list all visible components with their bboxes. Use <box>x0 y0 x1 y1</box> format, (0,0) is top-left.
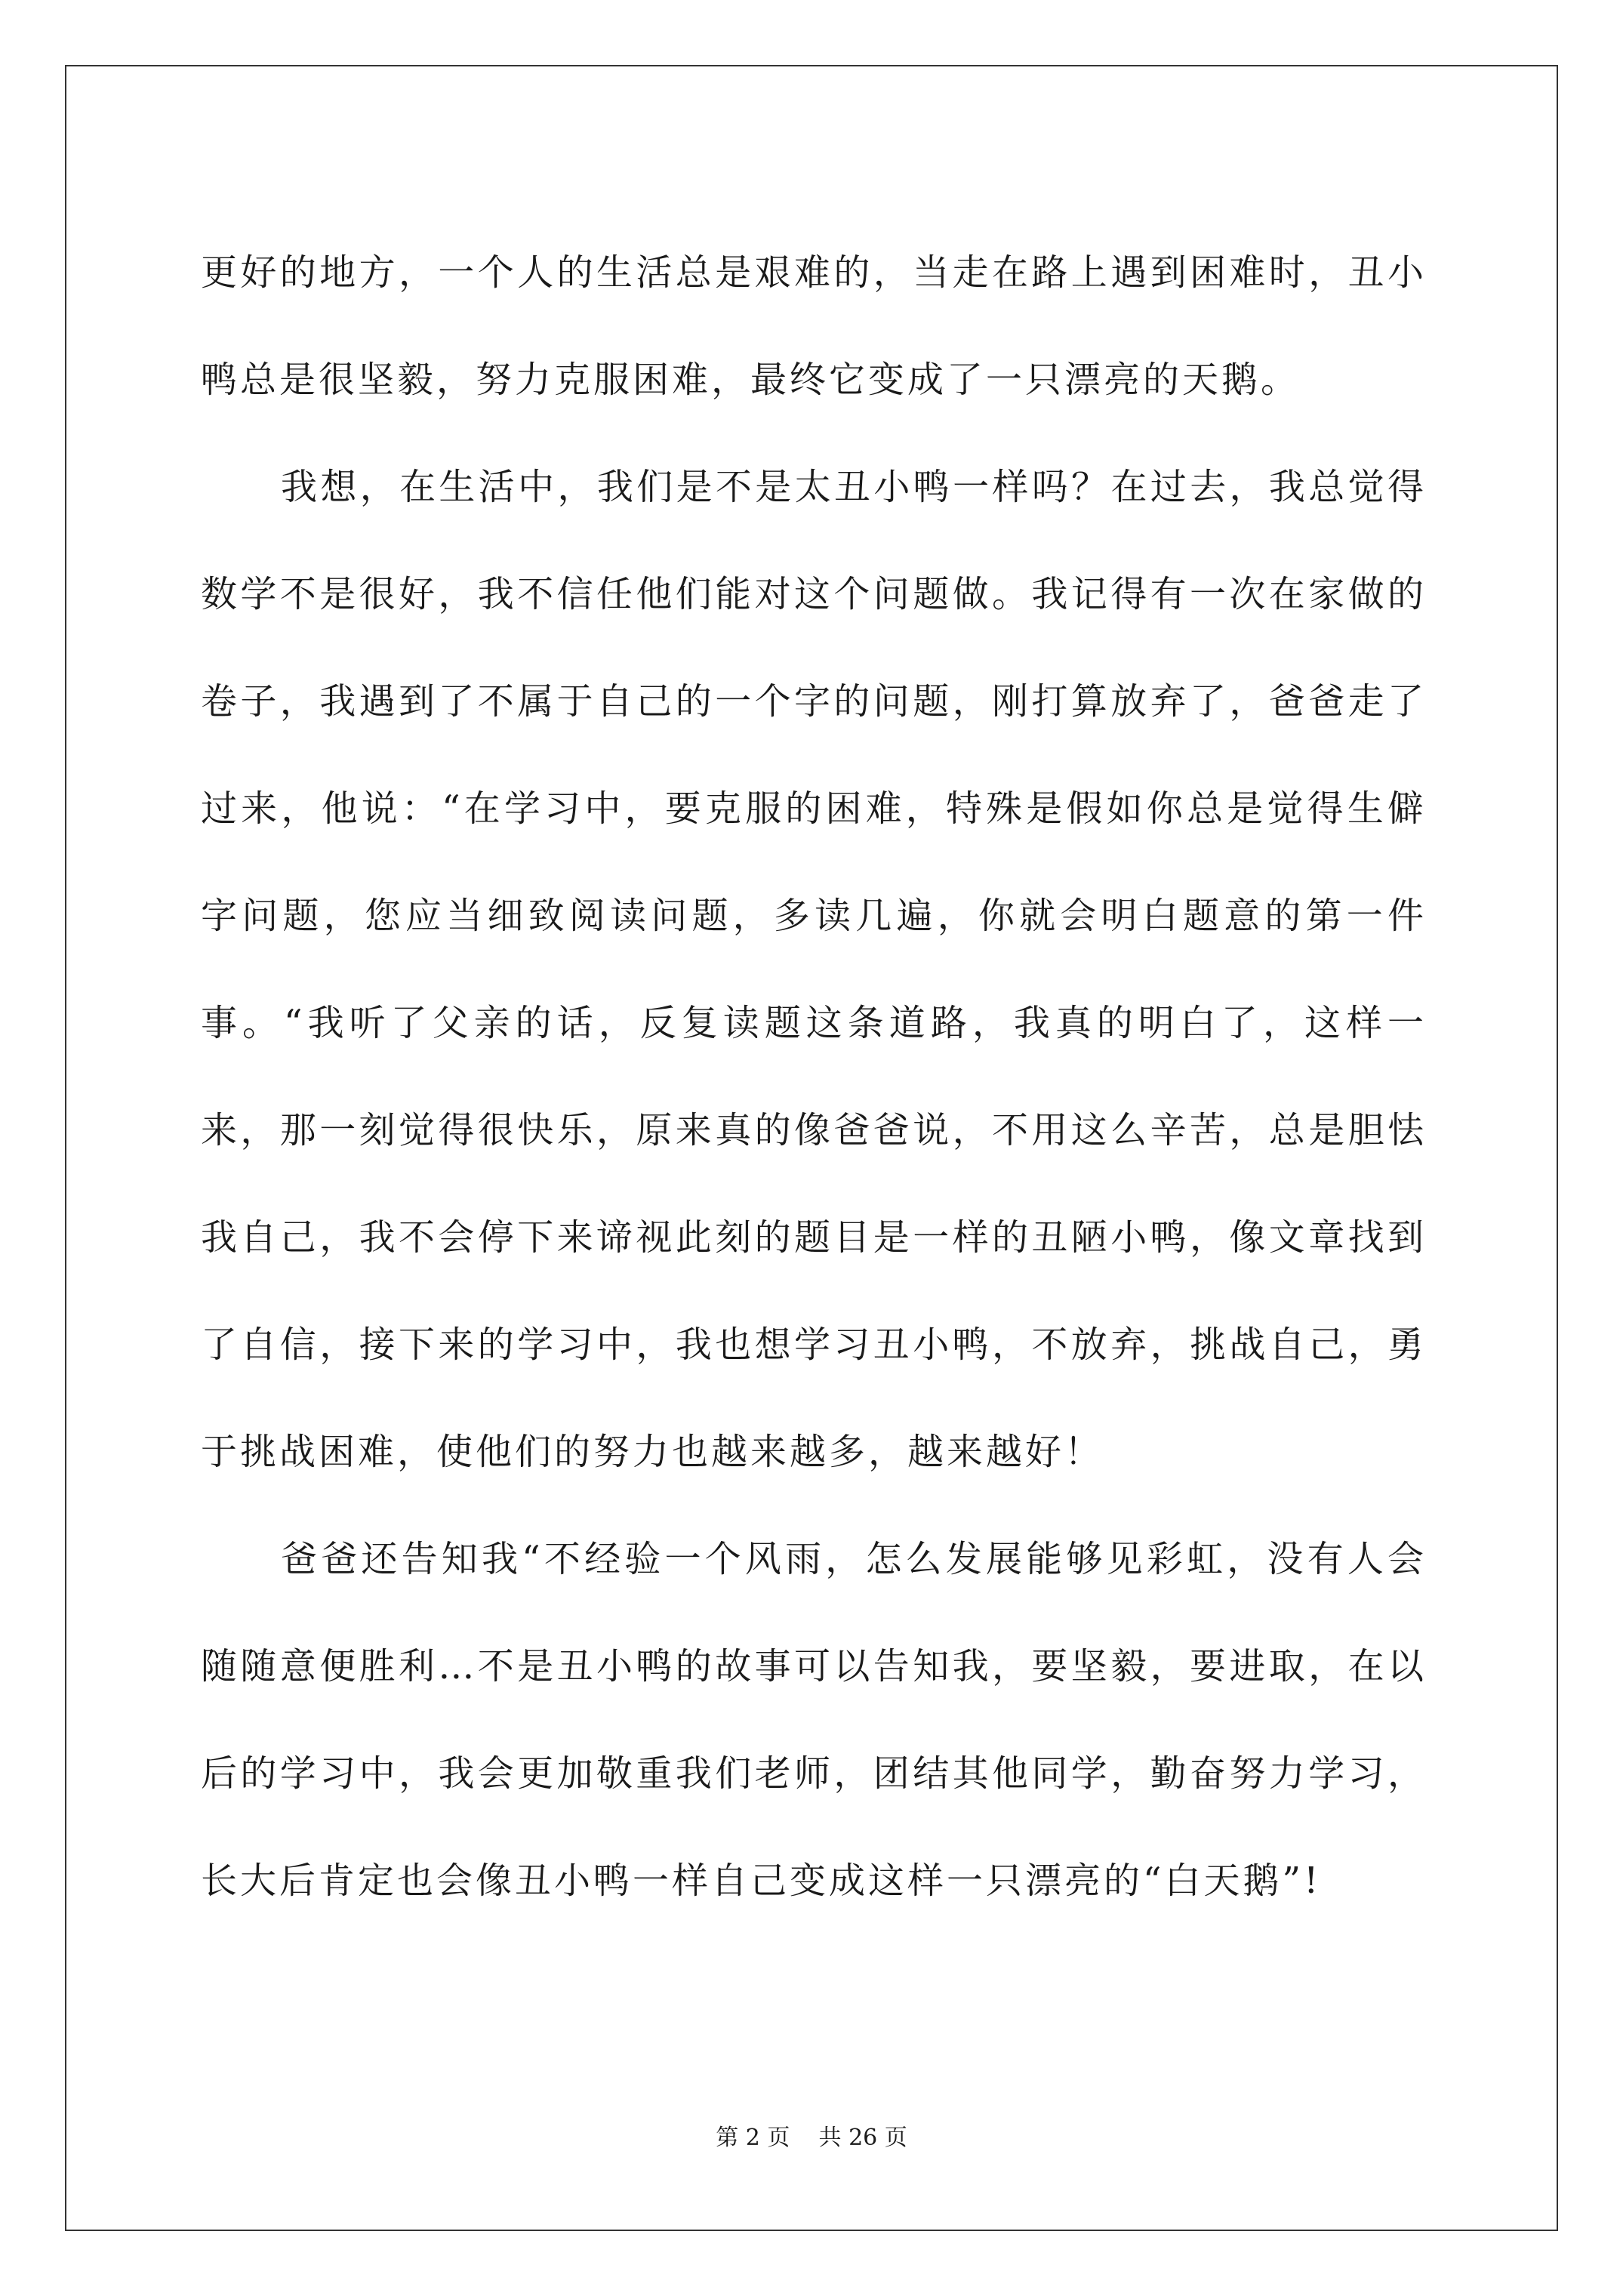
page-number: 第 2 页 <box>716 2125 790 2151</box>
paragraph-3: 爸爸还告知我“不经验一个风雨，怎么发展能够见彩虹，没有人会随随意便胜利…不是丑小鸭的故事可以告知我，要坚毅，要进取，在以后的学习中，我会更加敬重我们老师，团结其他同学，勤奋努力学习，长大后肯定也会像丑小鸭一样自己变成这样一只漂亮的“白天鹅”! <box>201 1538 1427 1902</box>
paragraph-1: 更好的地方，一个人的生活总是艰难的，当走在路上遇到困难时，丑小鸭总是很坚毅，努力克服困难，最终它变成了一只漂亮的天鹅。 <box>201 251 1427 401</box>
page-footer <box>0 2123 1623 2153</box>
document-body <box>201 219 1427 1934</box>
page-total: 共 26 页 <box>818 2125 907 2151</box>
footer-spacer <box>790 2125 818 2151</box>
paragraph-2: 我想，在生活中，我们是不是太丑小鸭一样吗？在过去，我总觉得数学不是很好，我不信任他们能对这个问题做。我记得有一次在家做的卷子，我遇到了不属于自己的一个字的问题，刚打算放弃了，爸爸走了过来，他说：“在学习中，要克服的困难，特殊是假如你总是觉得生僻字问题，您应当细致阅读问题，多读几遍，你就会明白题意的第一件事。“我听了父亲的话，反复读题这条道路，我真的明白了，这样一来，那一刻觉得很快乐，原来真的像爸爸说，不用这么辛苦，总是胆怯 我自己，我不会停下来谛视此刻的题目是一样的丑陋小鸭，像文章找到了自信，接下来的学习中，我也想学习丑小鸭，不放弃，挑战自己，勇于挑战困难，使他们的努力也越来越多，越来越好！ <box>201 466 1427 1473</box>
